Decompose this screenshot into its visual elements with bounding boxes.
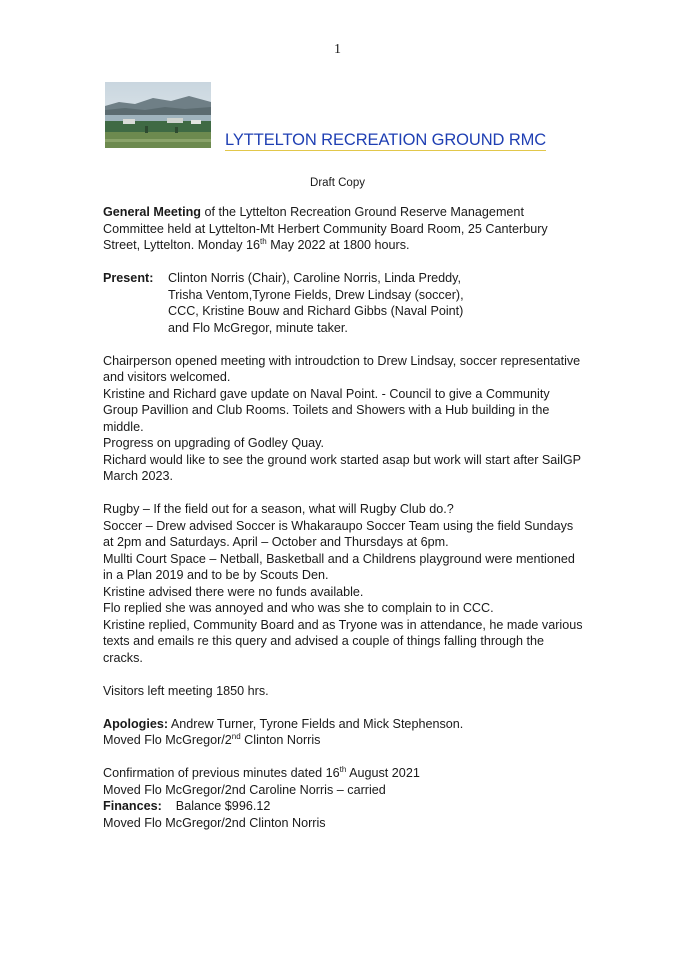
intro-sup: th	[260, 236, 267, 246]
section1-line: Kristine and Richard gave update on Naval Point. - Council to give a Community Group Pavillion and Club Rooms. Toilets and Showers with a Hub building in the middle.	[103, 386, 550, 434]
intro-bold: General Meeting	[103, 205, 201, 219]
apologies-moved-sup: nd	[231, 731, 241, 741]
intro-text-1: of the Lyttelton Recreation Ground Reserve Management Committee held at Lyttelton-Mt Herbert Community Board Room, 25 Canterbury Street, Lyttelton. Monday 16	[103, 205, 548, 252]
present-label: Present:	[103, 271, 154, 285]
section1-line: Richard would like to see the ground work started asap but work will start after SailGP March 2023.	[103, 452, 581, 483]
finances-line	[103, 798, 583, 815]
page-number: 1	[334, 42, 341, 57]
finances-moved: Moved Flo McGregor/2nd Clinton Norris	[103, 815, 326, 830]
finances-label: Finances:	[103, 799, 162, 813]
intro-text-2: May 2022 at 1800 hours.	[266, 238, 410, 252]
section2-line: Mullti Court Space – Netball, Basketball and a Childrens playground were mentioned in a Plan 2019 and to be by Scouts Den.	[103, 551, 575, 582]
present-line: Clinton Norris (Chair), Caroline Norris, Linda Preddy,	[168, 271, 462, 285]
apologies-text: Andrew Turner, Tyrone Fields and Mick Stephenson.	[168, 716, 464, 731]
confirmation-sup: th	[339, 764, 347, 774]
visitors-left: Visitors left meeting 1850 hrs.	[103, 683, 269, 698]
apologies-moved-a: Moved Flo McGregor/2	[103, 733, 232, 747]
apologies-moved	[103, 732, 583, 749]
present-block	[103, 270, 583, 336]
confirmation-line	[103, 765, 583, 782]
confirmation-text-2: August 2021	[346, 766, 420, 780]
apologies-line	[103, 716, 583, 733]
draft-label: Draft Copy	[310, 177, 365, 189]
section2-line: Flo replied she was annoyed and who was she to complain to in CCC.	[103, 601, 494, 615]
intro-paragraph	[103, 204, 583, 254]
section2-line: Kristine replied, Community Board and as Tryone was in attendance, he made various texts and emails re this query and advised a couple of things falling through the cracks.	[103, 617, 583, 665]
apologies-label: Apologies:	[103, 716, 169, 731]
present-line: Trisha Ventom,Tyrone Fields, Drew Lindsay (soccer),	[168, 287, 464, 302]
confirmation-text-1: Confirmation of previous minutes dated 16	[103, 766, 340, 780]
section2-line: Soccer – Drew advised Soccer is Whakaraupo Soccer Team using the field Sundays at 2pm and Saturdays. April – October and Thursdays at 6pm.	[103, 518, 574, 549]
section2-line: Kristine advised there were no funds available.	[103, 584, 364, 599]
finances-text: Balance $996.12	[175, 799, 271, 813]
present-list	[168, 270, 583, 336]
section2-line: Rugby – If the field out for a season, what will Rugby Club do.?	[103, 502, 454, 516]
confirmation-moved: Moved Flo McGregor/2nd Caroline Norris – carried	[103, 782, 386, 797]
harbour-photo	[105, 82, 211, 148]
present-line: and Flo McGregor, minute taker.	[168, 320, 348, 335]
minutes-body	[103, 204, 583, 831]
apologies-moved-b: Clinton Norris	[240, 733, 321, 747]
section1-line: Chairperson opened meeting with introudction to Drew Lindsay, soccer representative and visitors welcomed.	[103, 353, 581, 384]
document-title: LYTTELTON RECREATION GROUND RMC	[225, 131, 547, 149]
present-line: CCC, Kristine Bouw and Richard Gibbs (Naval Point)	[168, 304, 464, 318]
section1-line: Progress on upgrading of Godley Quay.	[103, 436, 324, 450]
